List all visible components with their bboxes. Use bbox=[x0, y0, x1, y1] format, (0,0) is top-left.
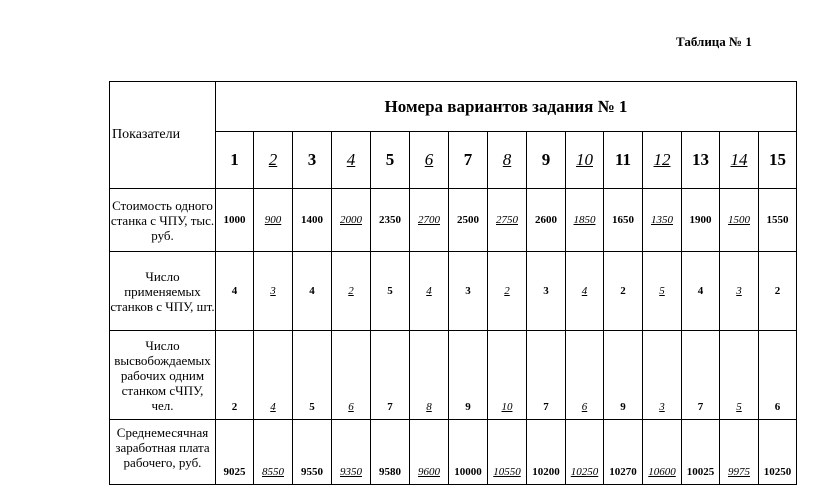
table-cell: 1650 bbox=[604, 189, 643, 252]
table-cell: 3 bbox=[527, 252, 566, 331]
table-cell: 2 bbox=[332, 252, 371, 331]
header-row-group bbox=[110, 82, 797, 132]
variants-group-header: Номера вариантов задания № 1 bbox=[216, 82, 797, 132]
variant-header-7: 7 bbox=[449, 132, 488, 189]
table-cell: 9580 bbox=[371, 420, 410, 485]
table-cell: 5 bbox=[643, 252, 682, 331]
row-label: Число высвобождаемых рабочих одним станком сЧПУ, чел. bbox=[110, 331, 216, 420]
table-cell: 5 bbox=[293, 331, 332, 420]
variant-header-10: 10 bbox=[566, 132, 604, 189]
row-label: Среднемесячная заработная плата рабочего, руб. bbox=[110, 420, 216, 485]
table-cell: 2700 bbox=[410, 189, 449, 252]
table-cell: 4 bbox=[566, 252, 604, 331]
table-cell: 4 bbox=[293, 252, 332, 331]
variants-table bbox=[109, 81, 797, 485]
table-caption: Таблица № 1 bbox=[676, 34, 752, 49]
variant-header-1: 1 bbox=[216, 132, 254, 189]
table-cell: 10550 bbox=[488, 420, 527, 485]
table-cell: 4 bbox=[216, 252, 254, 331]
variant-header-15: 15 bbox=[759, 132, 797, 189]
table-cell: 3 bbox=[449, 252, 488, 331]
table-cell: 1350 bbox=[643, 189, 682, 252]
table-cell: 3 bbox=[254, 252, 293, 331]
table-cell: 1000 bbox=[216, 189, 254, 252]
table-row bbox=[110, 252, 797, 331]
table-cell: 2600 bbox=[527, 189, 566, 252]
table-cell: 2500 bbox=[449, 189, 488, 252]
table-cell: 5 bbox=[720, 331, 759, 420]
table-cell: 2 bbox=[488, 252, 527, 331]
variant-header-14: 14 bbox=[720, 132, 759, 189]
variant-header-8: 8 bbox=[488, 132, 527, 189]
table-cell: 1550 bbox=[759, 189, 797, 252]
table-cell: 10250 bbox=[759, 420, 797, 485]
table-cell: 3 bbox=[720, 252, 759, 331]
table-cell: 9600 bbox=[410, 420, 449, 485]
variant-header-13: 13 bbox=[682, 132, 720, 189]
table-cell: 5 bbox=[371, 252, 410, 331]
variant-header-4: 4 bbox=[332, 132, 371, 189]
table-cell: 4 bbox=[254, 331, 293, 420]
variant-header-11: 11 bbox=[604, 132, 643, 189]
variant-header-6: 6 bbox=[410, 132, 449, 189]
table-cell: 10 bbox=[488, 331, 527, 420]
table-cell: 10250 bbox=[566, 420, 604, 485]
variant-header-9: 9 bbox=[527, 132, 566, 189]
table-cell: 2750 bbox=[488, 189, 527, 252]
table-cell: 1500 bbox=[720, 189, 759, 252]
table-cell: 10025 bbox=[682, 420, 720, 485]
table-cell: 10000 bbox=[449, 420, 488, 485]
table-cell: 9 bbox=[604, 331, 643, 420]
table-cell: 10600 bbox=[643, 420, 682, 485]
table-cell: 1400 bbox=[293, 189, 332, 252]
table-cell: 10200 bbox=[527, 420, 566, 485]
table-cell: 4 bbox=[410, 252, 449, 331]
table-cell: 1900 bbox=[682, 189, 720, 252]
table-cell: 6 bbox=[759, 331, 797, 420]
table-cell: 9350 bbox=[332, 420, 371, 485]
row-label: Число применяемых станков с ЧПУ, шт. bbox=[110, 252, 216, 331]
variant-header-5: 5 bbox=[371, 132, 410, 189]
table-row bbox=[110, 420, 797, 485]
variant-header-12: 12 bbox=[643, 132, 682, 189]
table-cell: 4 bbox=[682, 252, 720, 331]
table-cell: 9025 bbox=[216, 420, 254, 485]
table-cell: 2 bbox=[216, 331, 254, 420]
table-cell: 8550 bbox=[254, 420, 293, 485]
table-cell: 9550 bbox=[293, 420, 332, 485]
table-cell: 2 bbox=[759, 252, 797, 331]
table-cell: 3 bbox=[643, 331, 682, 420]
table-cell: 7 bbox=[371, 331, 410, 420]
variant-header-3: 3 bbox=[293, 132, 332, 189]
table-cell: 6 bbox=[566, 331, 604, 420]
table-row bbox=[110, 331, 797, 420]
table-cell: 9 bbox=[449, 331, 488, 420]
table-cell: 7 bbox=[527, 331, 566, 420]
table-cell: 1850 bbox=[566, 189, 604, 252]
table-cell: 6 bbox=[332, 331, 371, 420]
table-cell: 2000 bbox=[332, 189, 371, 252]
table-cell: 7 bbox=[682, 331, 720, 420]
indicator-header: Показатели bbox=[110, 82, 216, 189]
table-cell: 2350 bbox=[371, 189, 410, 252]
table-row bbox=[110, 189, 797, 252]
table-cell: 9975 bbox=[720, 420, 759, 485]
table-cell: 10270 bbox=[604, 420, 643, 485]
table-cell: 900 bbox=[254, 189, 293, 252]
variant-header-2: 2 bbox=[254, 132, 293, 189]
table-cell: 8 bbox=[410, 331, 449, 420]
row-label: Стоимость одного станка с ЧПУ, тыс. руб. bbox=[110, 189, 216, 252]
table-cell: 2 bbox=[604, 252, 643, 331]
